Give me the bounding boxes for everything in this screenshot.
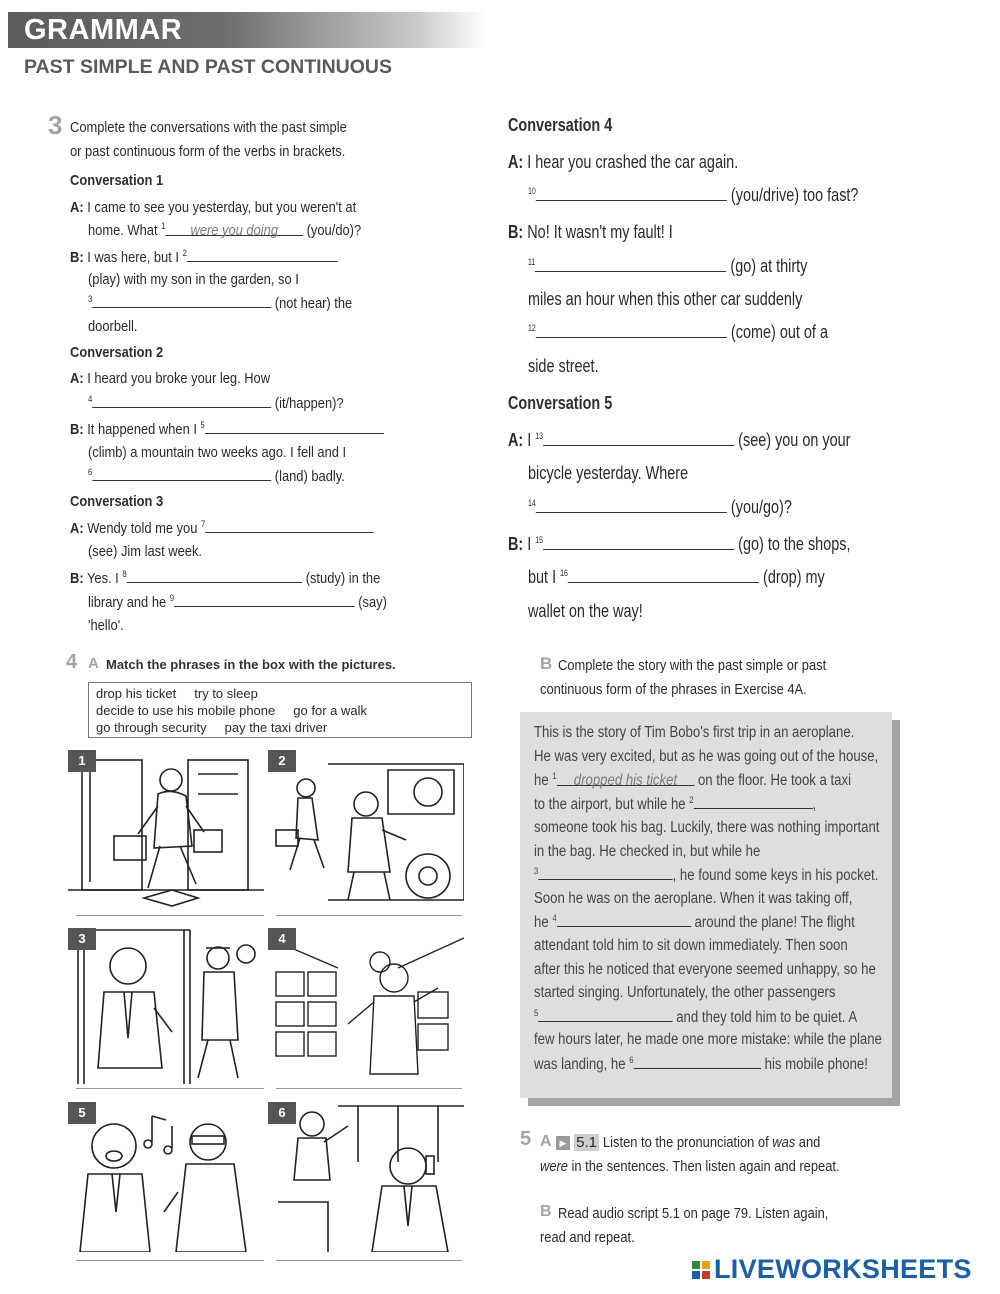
story-blank-4[interactable] bbox=[557, 913, 691, 927]
exercise-5a-instruction: ▶ 5.1 Listen to the pronunciation of was and bbox=[556, 1134, 856, 1151]
story-blank-1[interactable]: dropped his ticket bbox=[557, 772, 695, 786]
conversation-4-line-a2: $^{10}$ (you/drive) too fast? bbox=[528, 184, 859, 205]
story-line: This is the story of Tim Bobo's first trip in an aeroplane. bbox=[534, 724, 855, 741]
story-line: started singing. Unfortunately, the other passengers bbox=[534, 984, 836, 1001]
conversation-1-line-b4: doorbell. bbox=[88, 318, 138, 335]
conversation-1-line-b2: (play) with my son in the garden, so I bbox=[88, 271, 299, 288]
picture-5-illustration bbox=[68, 1102, 264, 1252]
story-line: $^3$ , he found some keys in his pocket. bbox=[534, 865, 879, 884]
conversation-3-line-b3: 'hello'. bbox=[88, 617, 124, 634]
picture-3-illustration bbox=[68, 928, 264, 1086]
exercise-5a-instruction-2: were in the sentences. Then listen again and repeat. bbox=[540, 1158, 840, 1175]
answer-blank-2[interactable] bbox=[187, 248, 338, 262]
conversation-4-line-b5: side street. bbox=[528, 355, 599, 376]
picture-5 bbox=[68, 1102, 264, 1252]
conversation-4-line-b1: B: No! It wasn't my fault! I bbox=[508, 221, 673, 242]
story-line: in the bag. He checked in, but while he bbox=[534, 843, 761, 860]
exercise-4b-instruction: Complete the story with the past simple or past bbox=[558, 657, 827, 674]
conversation-2-line-b2: (climb) a mountain two weeks ago. I fell and I bbox=[88, 444, 347, 461]
picture-1-answer-line[interactable] bbox=[76, 915, 264, 916]
story-blank-6[interactable] bbox=[633, 1055, 761, 1069]
picture-number: 4 bbox=[268, 928, 296, 950]
conversation-1-line-a2: home. What $^1$ were you doing (you/do)? bbox=[88, 221, 362, 239]
phrase-box-line-1: drop his ticket try to sleep bbox=[96, 686, 258, 701]
conversation-3-line-a2: (see) Jim last week. bbox=[88, 543, 202, 560]
answer-blank-3[interactable] bbox=[92, 294, 271, 308]
story-blank-2[interactable] bbox=[694, 795, 813, 809]
track-number: 5.1 bbox=[576, 1134, 598, 1151]
answer-blank-8[interactable] bbox=[127, 569, 302, 583]
page-title: GRAMMAR bbox=[24, 14, 183, 46]
liveworksheets-logo bbox=[692, 1254, 972, 1285]
conversation-4-heading: Conversation 4 bbox=[508, 114, 613, 135]
conversation-5-line-b2: but I $^{16}$ (drop) my bbox=[528, 566, 825, 587]
answer-blank-11[interactable] bbox=[535, 255, 726, 272]
picture-number: 6 bbox=[268, 1102, 296, 1124]
picture-2-illustration bbox=[268, 750, 464, 908]
picture-1-illustration bbox=[68, 750, 264, 908]
picture-number: 1 bbox=[68, 750, 96, 772]
picture-1 bbox=[68, 750, 264, 908]
picture-number: 5 bbox=[68, 1102, 96, 1124]
logo-icon bbox=[692, 1261, 710, 1279]
conversation-3-heading: Conversation 3 bbox=[70, 493, 164, 510]
phrase-box-line-2: decide to use his mobile phone go for a walk bbox=[96, 703, 367, 718]
story-line: after this he noticed that everyone seemed unhappy, so he bbox=[534, 961, 876, 978]
phrase-box-line-3: go through security pay the taxi driver bbox=[96, 720, 328, 735]
conversation-1-line-b1: B: I was here, but I $^2$ bbox=[70, 248, 381, 266]
conversation-2-line-a2: $^4$ (it/happen)? bbox=[88, 394, 344, 412]
conversation-2-heading: Conversation 2 bbox=[70, 344, 164, 361]
play-audio-icon[interactable]: ▶ bbox=[556, 1136, 570, 1150]
answer-blank-12[interactable] bbox=[536, 321, 727, 338]
answer-blank-4[interactable] bbox=[92, 394, 271, 408]
answer-blank-5[interactable] bbox=[205, 420, 384, 434]
picture-4 bbox=[268, 928, 464, 1086]
exercise-3-number: 3 bbox=[48, 110, 63, 140]
picture-5-answer-line[interactable] bbox=[76, 1260, 264, 1261]
story-line: $^5$ and they told him to be quiet. A bbox=[534, 1007, 858, 1026]
story-line: was landing, he $^6$ his mobile phone! bbox=[534, 1054, 868, 1073]
answer-blank-16[interactable] bbox=[568, 566, 759, 583]
story-line: attendant told him to sit down immediately. Then soon bbox=[534, 937, 848, 954]
conversation-2-line-b3: $^6$ (land) badly. bbox=[88, 467, 345, 485]
story-line: Soon he was on the aeroplane. When it was taking off, bbox=[534, 890, 853, 907]
answer-blank-9[interactable] bbox=[174, 593, 355, 607]
page-subtitle: PAST SIMPLE AND PAST CONTINUOUS bbox=[24, 56, 392, 78]
picture-number: 3 bbox=[68, 928, 96, 950]
conversation-5-line-b3: wallet on the way! bbox=[528, 600, 643, 621]
story-line: he $^4$ around the plane! The flight bbox=[534, 912, 855, 931]
picture-4-illustration bbox=[268, 928, 464, 1086]
conversation-1-line-b3: $^3$ (not hear) the bbox=[88, 294, 353, 312]
conversation-5-line-b1: B: I $^{15}$ (go) to the shops, bbox=[508, 533, 851, 554]
picture-6-answer-line[interactable] bbox=[276, 1260, 462, 1261]
exercise-4a-label: A bbox=[88, 655, 99, 672]
conversation-4-line-a1: A: I hear you crashed the car again. bbox=[508, 151, 739, 172]
conversation-4-line-b4: $^{12}$ (come) out of a bbox=[528, 321, 828, 342]
picture-2-answer-line[interactable] bbox=[276, 915, 462, 916]
conversation-3-line-b1: B: Yes. I $^8$ (study) in the bbox=[70, 569, 381, 587]
conversation-4-line-b2: $^{11}$ (go) at thirty bbox=[528, 255, 808, 276]
exercise-4a-instruction: Match the phrases in the box with the pictures. bbox=[106, 657, 396, 672]
exercise-5b-instruction: Read audio script 5.1 on page 79. Listen again, bbox=[558, 1205, 829, 1222]
story-line: few hours later, he made one more mistake: while the plane bbox=[534, 1031, 882, 1048]
exercise-4b-instruction-2: continuous form of the phrases in Exercise 4A. bbox=[540, 681, 807, 698]
exercise-4-number: 4 bbox=[66, 651, 78, 673]
picture-3 bbox=[68, 928, 264, 1086]
story-blank-5[interactable] bbox=[538, 1008, 672, 1022]
story-line: He was very excited, but as he was going out of the house, bbox=[534, 748, 879, 765]
conversation-5-line-a2: bicycle yesterday. Where bbox=[528, 462, 689, 483]
story-line: he $^1$ dropped his ticket on the floor. He took a taxi bbox=[534, 770, 852, 789]
exercise-4b-label: B bbox=[540, 654, 553, 673]
exercise-5-number: 5 bbox=[520, 1128, 532, 1150]
answer-blank-10[interactable] bbox=[536, 184, 727, 201]
conversation-3-line-a1: A: Wendy told me you $^7$ bbox=[70, 519, 423, 537]
conversation-5-line-a3: $^{14}$ (you/go)? bbox=[528, 496, 792, 517]
story-blank-3[interactable] bbox=[538, 866, 672, 880]
answer-blank-7[interactable] bbox=[205, 519, 374, 533]
answer-blank-15[interactable] bbox=[543, 533, 734, 550]
conversation-1-heading: Conversation 1 bbox=[70, 172, 164, 189]
answer-blank-6[interactable] bbox=[92, 467, 271, 481]
conversation-3-line-b2: library and he $^9$ (say) bbox=[88, 593, 387, 611]
answer-blank-13[interactable] bbox=[543, 429, 734, 446]
conversation-4-line-b3: miles an hour when this other car suddenly bbox=[528, 288, 803, 309]
picture-6-illustration bbox=[268, 1102, 464, 1252]
exercise-5b-label: B bbox=[540, 1203, 552, 1220]
story-line: someone took his bag. Luckily, there was nothing important bbox=[534, 819, 880, 836]
exercise-3-instruction: Complete the conversations with the past simple bbox=[70, 119, 347, 136]
exercise-3-instruction-2: or past continuous form of the verbs in brackets. bbox=[70, 143, 346, 160]
picture-3-answer-line[interactable] bbox=[76, 1088, 264, 1089]
picture-4-answer-line[interactable] bbox=[276, 1088, 462, 1089]
conversation-1-line-a1: A: I came to see you yesterday, but you weren't at bbox=[70, 199, 357, 216]
story-line: to the airport, but while he $^2$ , bbox=[534, 794, 817, 813]
answer-blank-14[interactable] bbox=[536, 496, 727, 513]
picture-6 bbox=[268, 1102, 464, 1252]
conversation-5-heading: Conversation 5 bbox=[508, 392, 613, 413]
logo-text: LIVEWORKSHEETS bbox=[714, 1254, 972, 1284]
conversation-2-line-a1: A: I heard you broke your leg. How bbox=[70, 370, 271, 387]
answer-blank-1[interactable]: were you doing bbox=[165, 222, 303, 236]
conversation-5-line-a1: A: I $^{13}$ (see) you on your bbox=[508, 429, 851, 450]
exercise-5a-label: A bbox=[540, 1133, 552, 1150]
picture-number: 2 bbox=[268, 750, 296, 772]
picture-2 bbox=[268, 750, 464, 908]
conversation-2-line-b1: B: It happened when I $^5$ bbox=[70, 420, 435, 438]
exercise-5b-instruction-2: read and repeat. bbox=[540, 1229, 635, 1246]
